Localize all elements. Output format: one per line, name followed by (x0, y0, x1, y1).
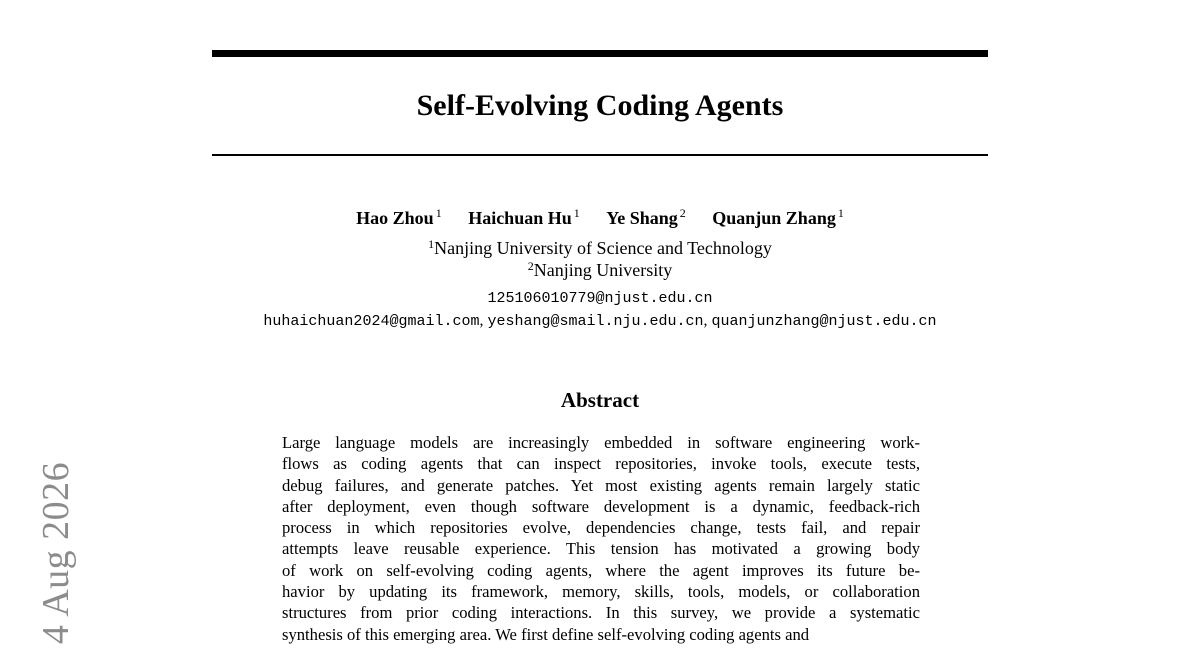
author-name: Ye Shang (606, 208, 678, 228)
author (356, 206, 442, 230)
affiliation-mark: 1 (573, 206, 580, 220)
abstract-heading: Abstract (560, 388, 640, 412)
affiliation (212, 259, 988, 281)
affiliation (212, 237, 988, 259)
email-line (180, 288, 1020, 310)
abstract-line: after deployment, even though software development is a dynamic, feedback-rich (282, 496, 920, 516)
affiliation-mark: 2 (679, 206, 686, 220)
abstract-line: structures from prior coding interactions. In this survey, we provide a systematic (282, 603, 920, 623)
abstract-line: flows as coding agents that can inspect repositories, invoke tools, execute tests, (282, 454, 920, 474)
email-separator: , (479, 312, 488, 329)
affiliation-mark: 1 (435, 206, 442, 220)
email-address[interactable]: 125106010779@njust.edu.cn (487, 290, 713, 307)
email-line (180, 310, 1020, 333)
paper-title: Self-Evolving Coding Agents (416, 89, 784, 122)
author-name: Haichuan Hu (468, 208, 572, 228)
affiliation-name: Nanjing University (533, 260, 673, 280)
abstract-line: of work on self-evolving coding agents, where the agent improves its future be- (282, 560, 920, 580)
author-name: Quanjun Zhang (712, 208, 836, 228)
arxiv-date-stamp: 4 Aug 2026 (35, 461, 77, 645)
abstract-body (282, 432, 920, 645)
author-list (212, 206, 988, 230)
affiliation-mark: 1 (837, 206, 844, 220)
author-name: Hao Zhou (356, 208, 434, 228)
author (606, 206, 686, 230)
abstract-line: attempts leave reusable experience. This tension has motivated a growing body (282, 539, 920, 559)
author (712, 206, 844, 230)
email-separator: , (703, 312, 712, 329)
affiliation-mark: 1 (428, 237, 435, 251)
email-address[interactable]: quanjunzhang@njust.edu.cn (711, 313, 937, 330)
email-address[interactable]: yeshang@smail.nju.edu.cn (487, 313, 704, 330)
abstract-line: Large language models are increasingly embedded in software engineering work- (282, 433, 920, 452)
abstract-line: debug failures, and generate patches. Yet most existing agents remain largely static (282, 475, 920, 495)
abstract-line: synthesis of this emerging area. We first define self-evolving coding agents and (282, 624, 810, 644)
abstract-line: process in which repositories evolve, dependencies change, tests fail, and repair (282, 518, 920, 538)
abstract-line: havior by updating its framework, memory, skills, tools, models, or collaboration (282, 582, 920, 602)
author (468, 206, 580, 230)
title-bottom-rule (212, 154, 988, 156)
affiliation-name: Nanjing University of Science and Technology (434, 238, 772, 258)
affiliation-mark: 2 (527, 259, 534, 273)
title-top-rule (212, 50, 988, 57)
email-address[interactable]: huhaichuan2024@gmail.com (263, 313, 480, 330)
